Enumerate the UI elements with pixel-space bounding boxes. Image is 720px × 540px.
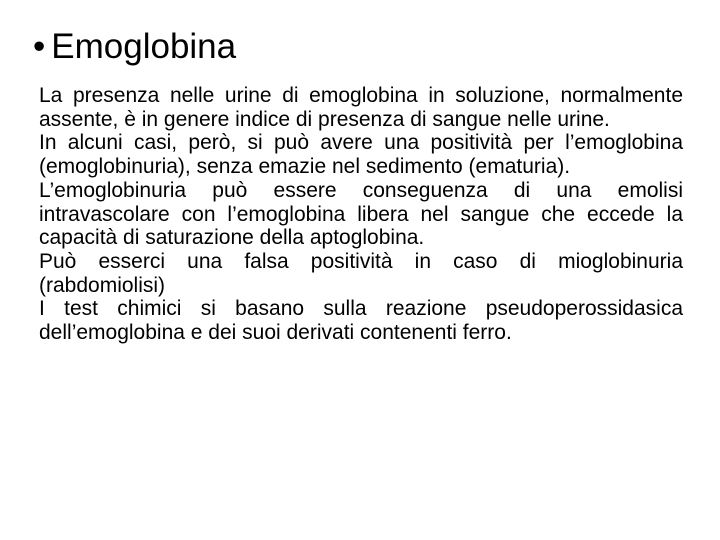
bullet-icon: • bbox=[33, 27, 46, 66]
paragraph-false-positive: Può esserci una falsa positività in caso di mioglobinuria (rabdomiolisi) bbox=[39, 249, 683, 297]
slide-title: Emoglobina bbox=[51, 27, 237, 66]
paragraph-chemical-tests: I test chimici si basano sulla reazione pseudoperossidasica dell’emoglobina e dei suoi derivati contenenti ferro. bbox=[39, 297, 683, 345]
paragraph-hemoglobin-presence: La presenza nelle urine di emoglobina in soluzione, normalmente assente, è in genere indice di presenza di sangue nelle urine. bbox=[39, 84, 683, 131]
slide-title-line bbox=[33, 24, 236, 70]
paragraph-hemoglobinuria: In alcuni casi, però, si può avere una positività per l’emoglobina (emoglobinuria), senza emazie nel sedimento (ematuria). bbox=[39, 131, 683, 179]
paragraph-hemolysis: L’emoglobinuria può essere conseguenza di una emolisi intravascolare con l’emoglobina libera nel sangue che eccede la capacità di saturazione della aptoglobina. bbox=[39, 178, 683, 250]
slide-body bbox=[39, 84, 683, 345]
